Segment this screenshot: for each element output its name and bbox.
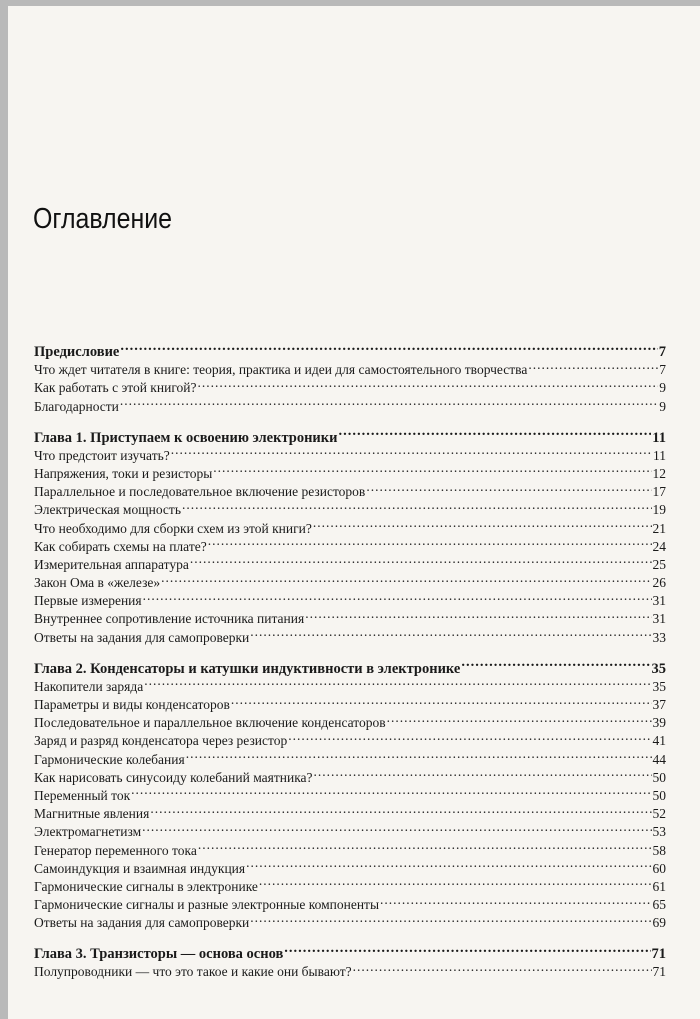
dot-leader: [186, 745, 652, 763]
toc-chapter-heading: [34, 422, 666, 446]
toc-page-number: 33: [652, 629, 666, 645]
dot-leader: [387, 709, 652, 727]
toc-page-number: 11: [652, 429, 666, 446]
toc-entry-title: Гармонические сигналы и разные электронные компоненты: [34, 897, 380, 913]
table-of-contents: [34, 336, 666, 987]
toc-entry-title: Электрическая мощность: [34, 502, 181, 518]
toc-page-number: 19: [652, 502, 666, 518]
toc-page-number: 31: [652, 611, 666, 627]
dot-leader: [197, 374, 658, 392]
toc-entry-title: Последовательное и параллельное включение конденсаторов: [34, 715, 386, 731]
toc-page-number: 39: [652, 715, 666, 731]
toc-page-number: 37: [652, 697, 666, 712]
toc-entry-title: Предисловие: [34, 344, 120, 360]
toc-page-number: 11: [653, 447, 666, 463]
toc-entry-title: Как собирать схемы на плате?: [34, 538, 207, 554]
dot-leader: [161, 569, 651, 587]
toc-page-number: 50: [652, 769, 666, 785]
toc-page-number: 44: [652, 751, 666, 767]
dot-leader: [142, 818, 651, 836]
dot-leader: [231, 691, 652, 709]
dot-leader: [198, 836, 652, 854]
toc-entry-title: Гармонические колебания: [34, 751, 185, 767]
toc-page-number: 17: [652, 484, 666, 500]
toc-page-number: 24: [652, 538, 666, 554]
toc-page-number: 31: [652, 593, 666, 609]
toc-page-number: 65: [652, 897, 666, 913]
toc-page-number: 50: [652, 787, 666, 803]
toc-entry-title: Заряд и разряд конденсатора через резистор: [34, 733, 288, 749]
toc-page-number: 25: [652, 556, 666, 572]
toc-page-number: 12: [652, 465, 666, 481]
toc-entry-title: Накопители заряда: [34, 678, 144, 694]
toc-entry-title: Первые измерения: [34, 593, 142, 609]
toc-chapter-heading: [34, 336, 666, 360]
dot-leader: [259, 873, 652, 891]
toc-entry: [34, 356, 666, 378]
dot-leader: [366, 478, 651, 496]
toc-page-number: 52: [652, 806, 666, 822]
toc-chapter-heading: [34, 653, 666, 677]
toc-page-number: 53: [652, 824, 666, 840]
toc-section: [34, 653, 666, 931]
dot-leader: [131, 782, 651, 800]
dot-leader: [305, 605, 651, 623]
dot-leader: [288, 727, 651, 745]
dot-leader: [190, 551, 652, 569]
dot-leader: [314, 764, 652, 782]
toc-entry-title: Измерительная аппаратура: [34, 556, 189, 572]
toc-entry-title: Напряжения, токи и резисторы: [34, 465, 213, 481]
toc-entry-title: Как нарисовать синусоиду колебаний маятника?: [34, 769, 313, 785]
toc-page-number: 35: [651, 660, 666, 677]
toc-entry-title: Генератор переменного тока: [34, 842, 197, 858]
dot-leader: [461, 653, 650, 673]
toc-entry-title: Параллельное и последовательное включение резисторов: [34, 484, 366, 500]
dot-leader: [144, 673, 651, 691]
toc-page-number: 9: [659, 398, 666, 414]
toc-entry-title: Глава 3. Транзисторы — основа основ: [34, 946, 284, 963]
toc-section: [34, 422, 666, 645]
toc-page-number: 71: [652, 964, 666, 980]
dot-leader: [213, 460, 651, 478]
toc-entry-title: Благодарности: [34, 398, 119, 414]
toc-entry-title: Как работать с этой книгой?: [34, 380, 197, 396]
dot-leader: [339, 422, 652, 442]
toc-page-number: 7: [658, 344, 666, 360]
toc-entry: [34, 392, 666, 414]
dot-leader: [246, 855, 651, 873]
dot-leader: [120, 392, 658, 410]
toc-entry-title: Магнитные явления: [34, 806, 150, 822]
toc-entry-title: Внутреннее сопротивление источника питания: [34, 611, 305, 627]
toc-chapter-heading: [34, 938, 666, 963]
book-page: [8, 6, 700, 1019]
toc-entry-title: Закон Ома в «железе»: [34, 575, 161, 591]
page-title: Оглавление: [33, 203, 173, 235]
toc-entry-title: Переменный ток: [34, 787, 131, 803]
dot-leader: [528, 356, 658, 374]
toc-page-number: 9: [659, 380, 666, 396]
toc-entry-title: Полупроводники — что это такое и какие они бывают?: [34, 964, 352, 980]
toc-page-number: 71: [651, 946, 666, 963]
toc-page-number: 26: [652, 575, 666, 591]
dot-leader: [150, 800, 651, 818]
dot-leader: [284, 938, 650, 958]
toc-entry-title: Самоиндукция и взаимная индукция: [34, 860, 246, 876]
toc-section: [34, 336, 666, 414]
toc-page-number: 21: [652, 520, 666, 536]
dot-leader: [353, 958, 652, 976]
toc-page-number: 61: [652, 878, 666, 894]
toc-page-number: 35: [652, 678, 666, 694]
toc-entry-title: Что ждет читателя в книге: теория, практика и идеи для самостоятельного творчества: [34, 362, 528, 378]
toc-entry-title: Глава 2. Конденсаторы и катушки индуктивности в электронике: [34, 660, 461, 677]
toc-entry-title: Параметры и виды конденсаторов: [34, 697, 230, 712]
dot-leader: [120, 336, 657, 356]
toc-entry-title: Гармонические сигналы в электронике: [34, 878, 258, 894]
dot-leader: [250, 909, 651, 927]
toc-page-number: 41: [652, 733, 666, 749]
toc-page-number: 58: [652, 842, 666, 858]
dot-leader: [171, 442, 652, 460]
dot-leader: [143, 587, 652, 605]
toc-page-number: 60: [652, 860, 666, 876]
toc-entry-title: Электромагнетизм: [34, 824, 142, 840]
dot-leader: [208, 533, 652, 551]
toc-entry-title: Ответы на задания для самопроверки: [34, 915, 250, 931]
dot-leader: [250, 623, 651, 641]
dot-leader: [182, 496, 652, 514]
toc-entry-title: Что предстоит изучать?: [34, 447, 170, 463]
toc-page-number: 7: [659, 362, 666, 378]
dot-leader: [313, 514, 652, 532]
toc-entry-title: Что необходимо для сборки схем из этой книги?: [34, 520, 312, 536]
dot-leader: [380, 891, 651, 909]
toc-page-number: 69: [652, 915, 666, 931]
toc-entry-title: Глава 1. Приступаем к освоению электроники: [34, 429, 338, 446]
toc-entry-title: Ответы на задания для самопроверки: [34, 629, 250, 645]
toc-section: [34, 938, 666, 980]
